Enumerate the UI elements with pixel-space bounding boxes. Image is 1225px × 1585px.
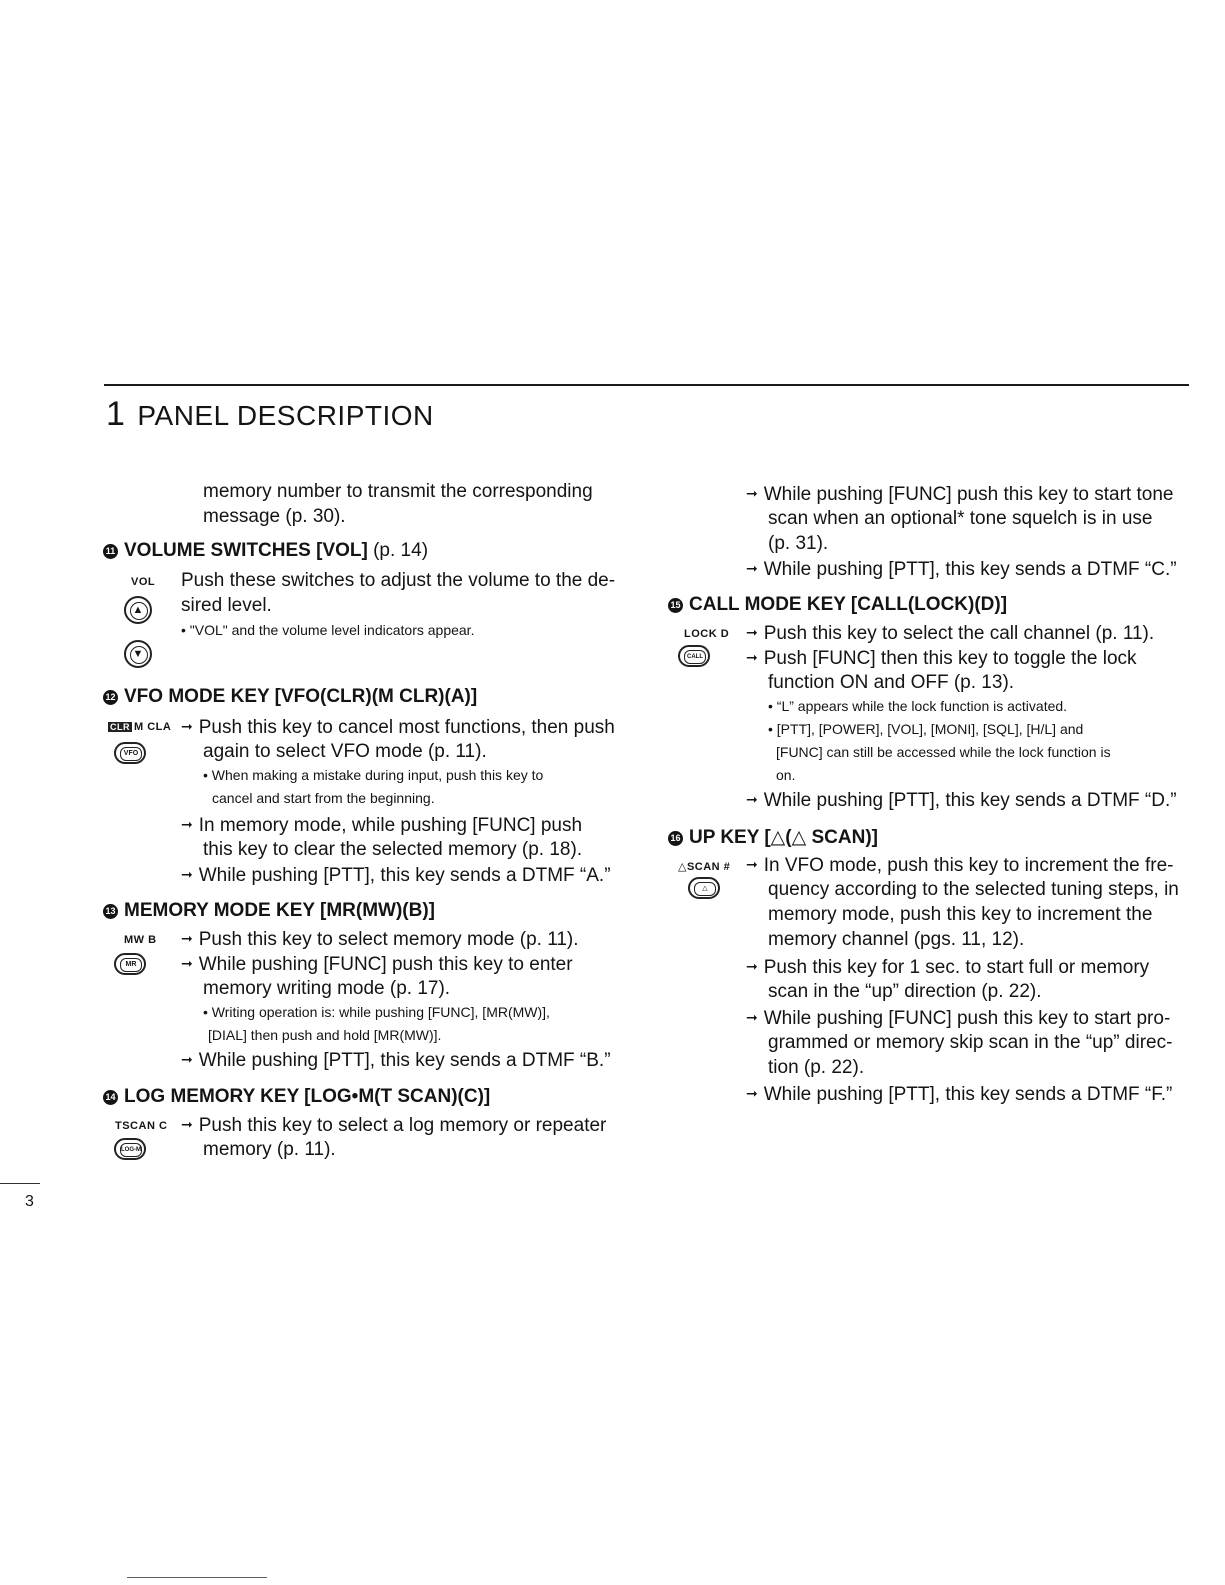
- vfo-label: [108, 721, 171, 733]
- chapter-title: PANEL DESCRIPTION: [137, 400, 434, 431]
- bullet-text: ➞ Push this key to select memory mode (p. 11).: [181, 926, 579, 952]
- body-text: (p. 31).: [768, 533, 829, 554]
- body-text: quency according to the selected tuning steps, in: [768, 879, 1179, 900]
- note-text: [FUNC] can still be accessed while the lock function is: [776, 744, 1111, 760]
- bullet-text: ➞ While pushing [PTT], this key sends a DTMF “F.”: [746, 1081, 1172, 1107]
- up-key-icon: △: [688, 877, 720, 899]
- body-text: tion (p. 22).: [768, 1057, 865, 1078]
- section-number: 15: [668, 598, 683, 613]
- intro-line: memory number to transmit the corresponding: [203, 481, 593, 502]
- page-number-rule: [0, 1183, 40, 1184]
- log-m-key-icon: LOG-M: [114, 1138, 146, 1160]
- note-text: • “L” appears while the lock function is activated.: [768, 698, 1068, 714]
- intro-line: message (p. 30).: [203, 506, 346, 527]
- section-number: 12: [103, 690, 118, 705]
- m-cla-label: M CLA: [134, 721, 172, 733]
- section-title: CALL MODE KEY [CALL(LOCK)(D)]: [689, 594, 1008, 615]
- body-text: grammed or memory skip scan in the “up” direc-: [768, 1032, 1173, 1053]
- bottom-line: [127, 1577, 267, 1578]
- section-ref: (p. 14): [367, 540, 429, 561]
- bullet-text: ➞ While pushing [FUNC] push this key to start pro-: [746, 1005, 1170, 1031]
- vol-up-key-icon: ▲: [124, 596, 152, 624]
- body-text: memory writing mode (p. 17).: [203, 978, 451, 999]
- bullet-text: ➞ Push this key to select the call channel (p. 11).: [746, 620, 1154, 646]
- bullet-text: ➞ While pushing [FUNC] push this key to start tone: [746, 481, 1173, 507]
- note-text: • Writing operation is: while pushing [FUNC], [MR(MW)],: [203, 1004, 550, 1020]
- log-label: TSCAN C: [115, 1120, 168, 1132]
- call-label: LOCK D: [684, 628, 730, 640]
- bullet-text: ➞ While pushing [FUNC] push this key to enter: [181, 951, 573, 977]
- vol-label: VOL: [131, 576, 156, 588]
- section-heading-vfo: [103, 686, 477, 708]
- page-number: 3: [25, 1193, 34, 1210]
- chapter-heading: [106, 395, 434, 434]
- bullet-text: ➞ In memory mode, while pushing [FUNC] push: [181, 812, 582, 838]
- chapter-number: 1: [106, 395, 126, 433]
- bullet-text: ➞ While pushing [PTT], this key sends a DTMF “A.”: [181, 862, 611, 888]
- section-heading-up: [668, 826, 878, 849]
- bullet-text: ➞ Push this key to select a log memory or repeater: [181, 1112, 606, 1138]
- section-title: UP KEY [△(△ SCAN)]: [689, 827, 878, 848]
- body-text: scan in the “up” direction (p. 22).: [768, 981, 1042, 1002]
- section-heading-mr: [103, 900, 435, 922]
- note-text: cancel and start from the beginning.: [212, 790, 435, 806]
- section-title: MEMORY MODE KEY [MR(MW)(B)]: [124, 900, 436, 921]
- mr-label: MW B: [124, 934, 157, 946]
- note-text: • [PTT], [POWER], [VOL], [MONI], [SQL], [H/L] and: [768, 721, 1084, 737]
- section-title: LOG MEMORY KEY [LOG•M(T SCAN)(C)]: [124, 1086, 491, 1107]
- note-text: on.: [776, 767, 796, 783]
- section-heading-log: [103, 1086, 490, 1108]
- body-text: function ON and OFF (p. 13).: [768, 672, 1015, 693]
- note-text: • "VOL" and the volume level indicators appear.: [181, 622, 475, 638]
- mr-key-icon: MR: [114, 953, 146, 975]
- bullet-text: ➞ Push this key for 1 sec. to start full or memory: [746, 954, 1149, 980]
- body-text: memory channel (pgs. 11, 12).: [768, 929, 1025, 950]
- up-label: △SCAN #: [678, 861, 731, 873]
- clr-label: CLR: [110, 722, 130, 732]
- section-heading-vol: [103, 540, 428, 562]
- call-key-icon: CALL: [678, 645, 710, 667]
- header-rule: [104, 384, 1189, 386]
- section-heading-call: [668, 594, 1007, 616]
- section-number: 14: [103, 1090, 118, 1105]
- section-number: 13: [103, 904, 118, 919]
- body-text: again to select VFO mode (p. 11).: [203, 741, 487, 762]
- bullet-text: ➞ Push this key to cancel most functions, then push: [181, 714, 615, 740]
- section-number: 16: [668, 831, 683, 846]
- note-text: • When making a mistake during input, push this key to: [203, 767, 544, 783]
- section-number: 11: [103, 544, 118, 559]
- body-text: memory (p. 11).: [203, 1139, 336, 1160]
- vol-down-key-icon: ▼: [124, 640, 152, 668]
- section-title: VFO MODE KEY [VFO(CLR)(M CLR)(A)]: [124, 686, 478, 707]
- bullet-text: ➞ While pushing [PTT], this key sends a DTMF “D.”: [746, 787, 1177, 813]
- body-text: scan when an optional* tone squelch is in use: [768, 508, 1153, 529]
- body-text: this key to clear the selected memory (p. 18).: [203, 839, 583, 860]
- note-text: [DIAL] then push and hold [MR(MW)].: [208, 1027, 442, 1043]
- bullet-text: ➞ Push [FUNC] then this key to toggle the lock: [746, 645, 1137, 671]
- bullet-text: ➞ In VFO mode, push this key to increment the fre-: [746, 852, 1173, 878]
- bullet-text: ➞ While pushing [PTT], this key sends a DTMF “B.”: [181, 1047, 611, 1073]
- body-text: sired level.: [181, 595, 272, 616]
- bullet-text: ➞ While pushing [PTT], this key sends a DTMF “C.”: [746, 556, 1177, 582]
- section-title: VOLUME SWITCHES [VOL]: [124, 540, 368, 561]
- vfo-key-icon: VFO: [114, 742, 146, 764]
- body-text: Push these switches to adjust the volume to the de-: [181, 570, 616, 591]
- body-text: memory mode, push this key to increment the: [768, 904, 1153, 925]
